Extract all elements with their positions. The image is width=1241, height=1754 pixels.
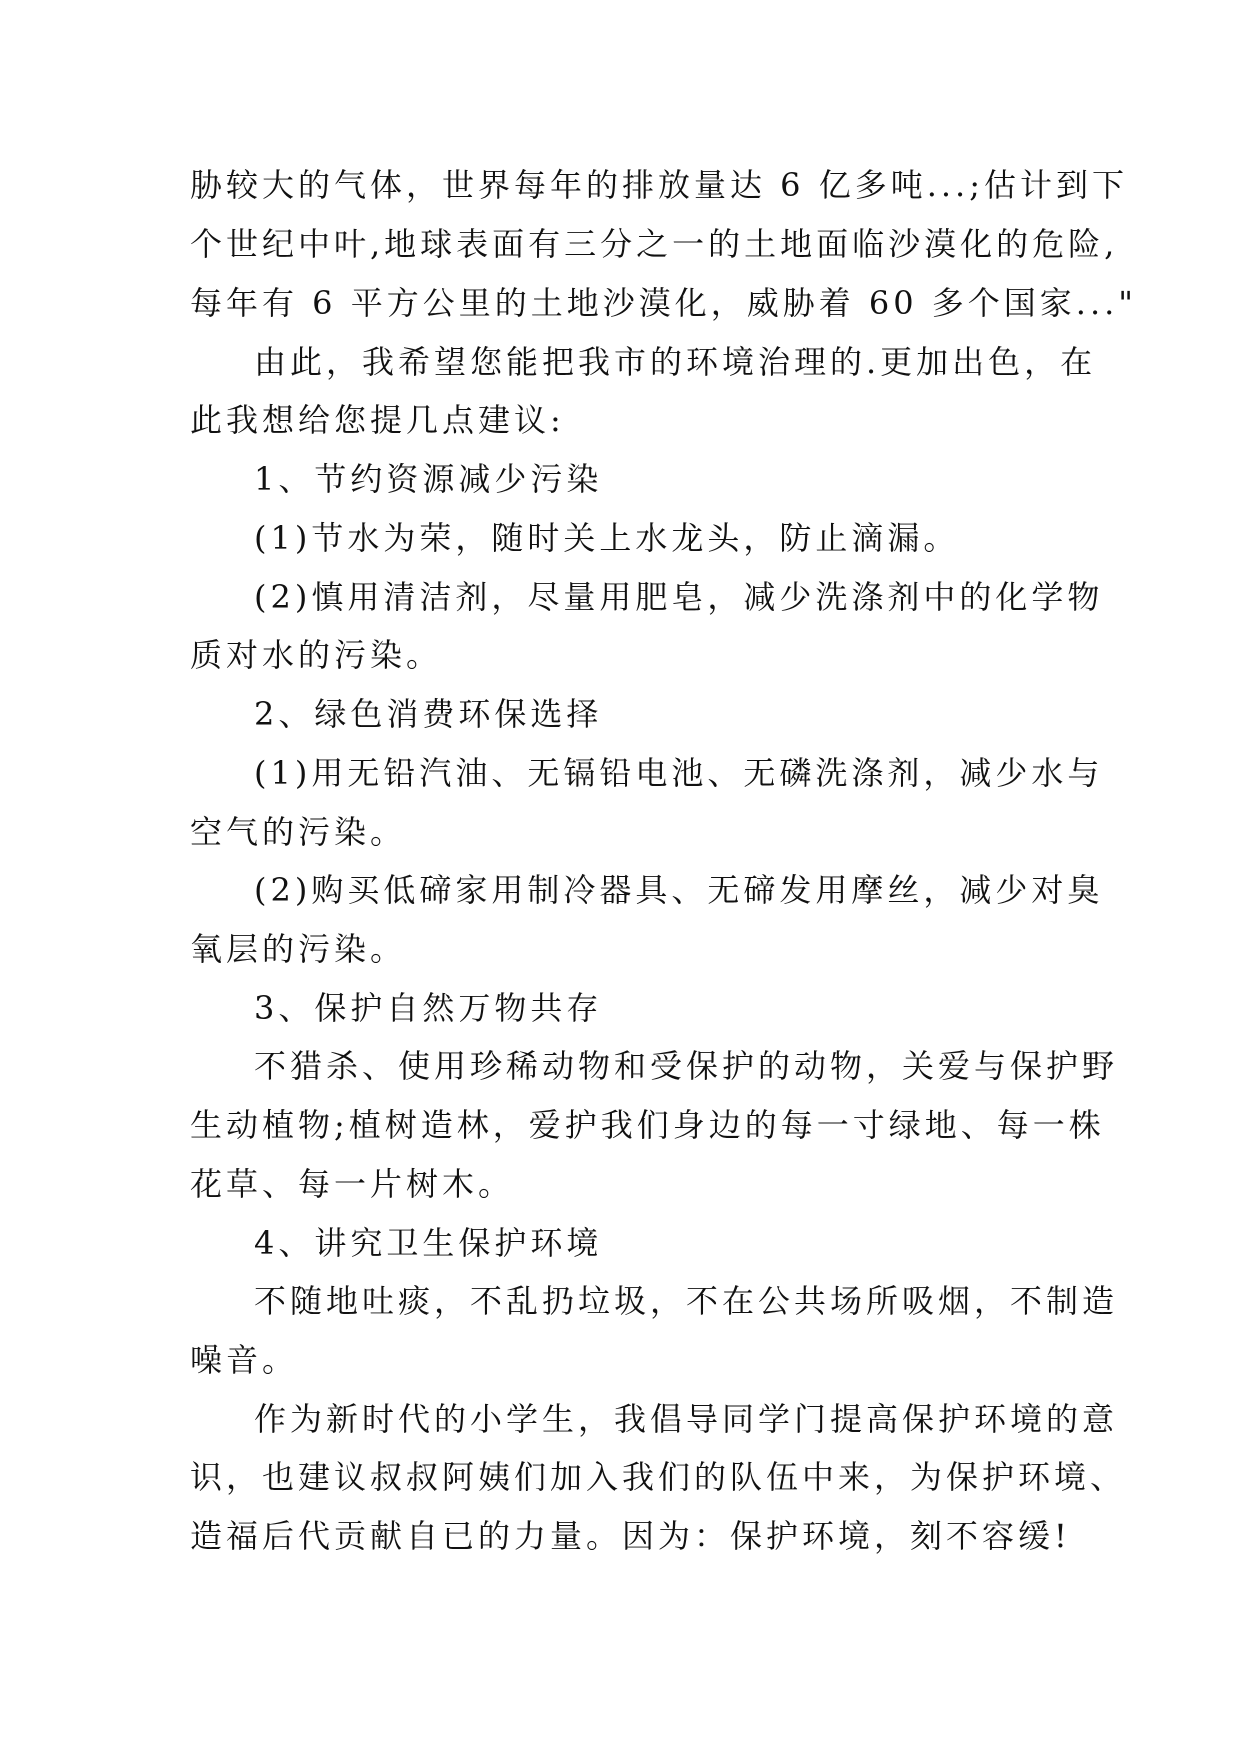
text-line: 生动植物;植树造林，爱护我们身边的每一寸绿地、每一株 xyxy=(190,1106,1105,1144)
section-heading: 2、绿色消费环保选择 xyxy=(254,695,603,733)
text-line: 质对水的污染。 xyxy=(190,636,443,674)
paragraph-first-line: 由此，我希望您能把我市的环境治理的.更加出色，在 xyxy=(254,343,1097,381)
section-heading: 3、保护自然万物共存 xyxy=(254,989,603,1027)
text-line: 造福后代贡献自已的力量。因为：保护环境，刻不容缓! xyxy=(190,1517,1071,1555)
section-heading: 1、节约资源减少污染 xyxy=(254,460,603,498)
paragraph-first-line: 不猎杀、使用珍稀动物和受保护的动物，关爱与保护野 xyxy=(254,1047,1119,1085)
section-heading: 4、讲究卫生保护环境 xyxy=(254,1224,603,1262)
text-line: 此我想给您提几点建议: xyxy=(190,401,565,439)
paragraph-first-line: 作为新时代的小学生，我倡导同学门提高保护环境的意 xyxy=(254,1400,1119,1438)
text-line: 氧层的污染。 xyxy=(190,930,407,968)
list-item: (2)购买低碲家用制冷器具、无碲发用摩丝，减少对臭 xyxy=(254,871,1104,909)
text-line: 空气的污染。 xyxy=(190,813,407,851)
list-item: (1)节水为荣，随时关上水龙头，防止滴漏。 xyxy=(254,519,960,557)
text-line: 噪音。 xyxy=(190,1341,299,1379)
paragraph-first-line: 不随地吐痰，不乱扔垃圾，不在公共场所吸烟，不制造 xyxy=(254,1282,1119,1320)
list-item: (1)用无铅汽油、无镉铅电池、无磷洗涤剂，减少水与 xyxy=(254,754,1104,792)
text-line: 个世纪中叶,地球表面有三分之一的土地面临沙漠化的危险, xyxy=(190,225,1119,263)
list-item: (2)慎用清洁剂，尽量用肥皂，减少洗涤剂中的化学物 xyxy=(254,578,1104,616)
text-line: 识，也建议叔叔阿姨们加入我们的队伍中来，为保护环境、 xyxy=(190,1458,1127,1496)
text-line: 花草、每一片树木。 xyxy=(190,1165,515,1203)
text-line: 胁较大的气体，世界每年的排放量达 6 亿多吨...;估计到下 xyxy=(190,166,1129,204)
text-line: 每年有 6 平方公里的土地沙漠化，威胁着 60 多个国家..." xyxy=(190,284,1138,322)
